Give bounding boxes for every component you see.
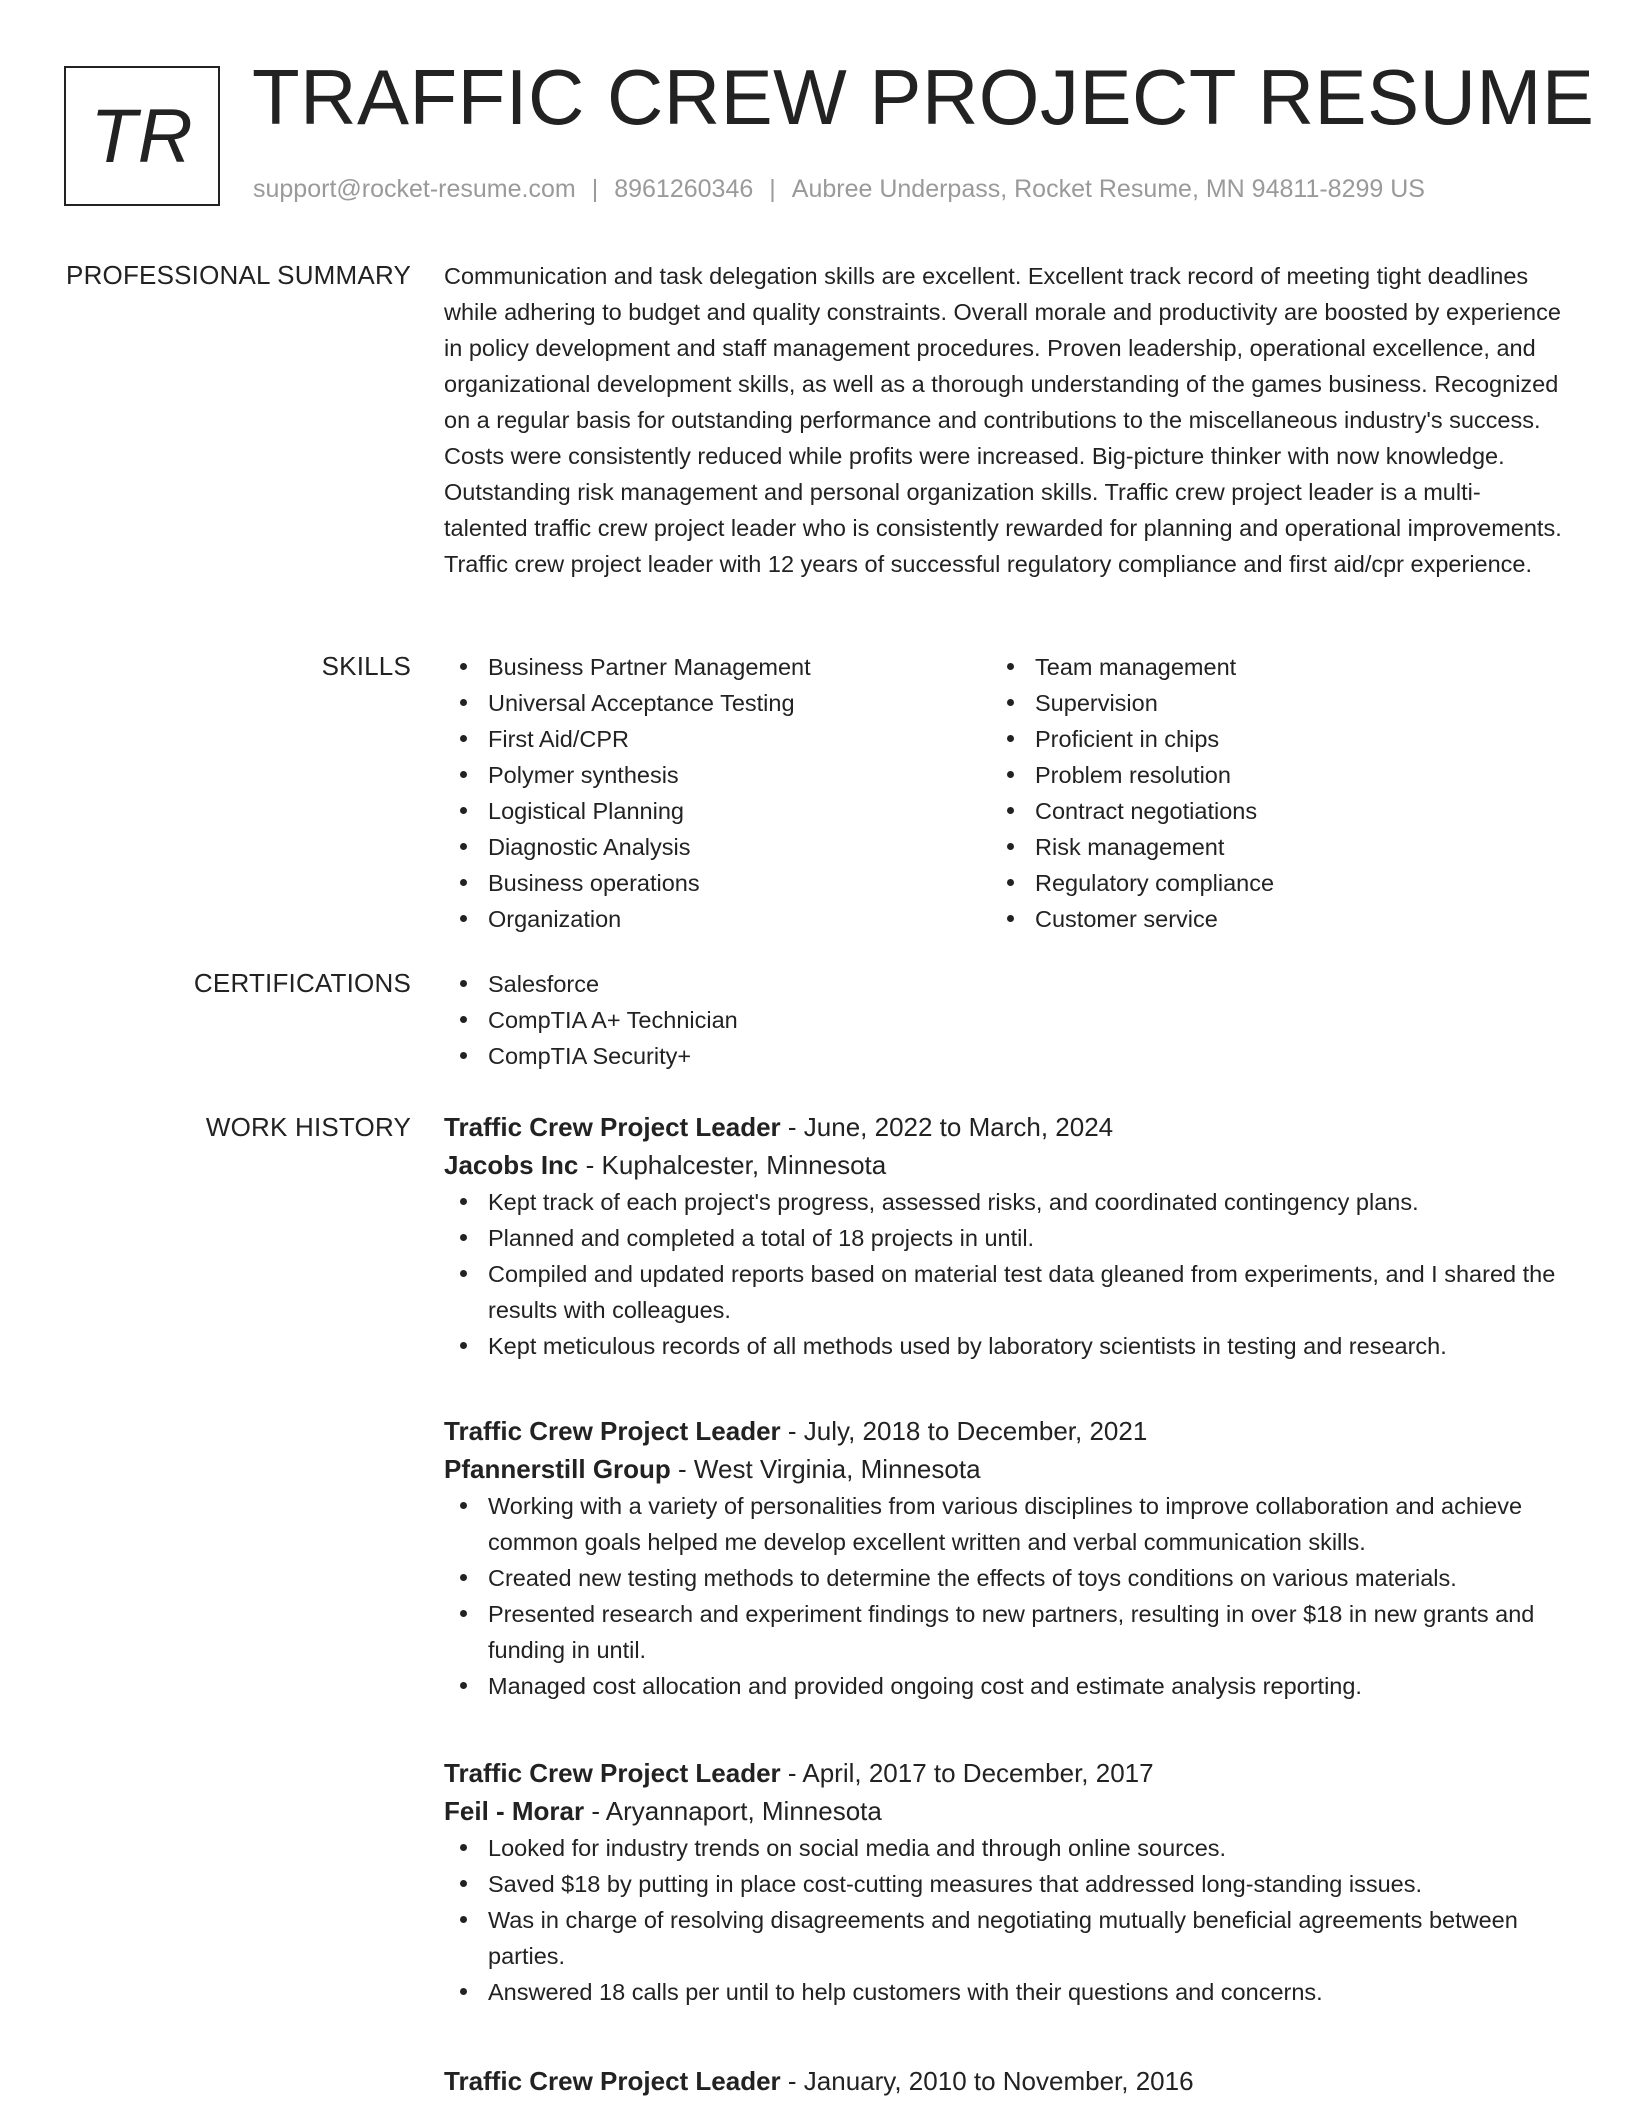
section-label-work-history: WORK HISTORY — [205, 1112, 411, 1142]
job-company: Feil - Morar — [444, 1796, 585, 1826]
skill-item: Team management — [991, 649, 1511, 685]
job-bullet: Managed cost allocation and provided ongoing cost and estimate analysis reporting. — [444, 1668, 1564, 1704]
summary-text: Communication and task delegation skills are excellent. Excellent track record of meeting tight deadlines while adhering to budget and quality constraints. Overall morale and productivity are boosted by experience in policy development and staff management procedures. Proven leadership, operational excellence, and organizational development skills, as well as a thorough understanding of the games business. Recognized on a regular basis for outstanding performance and contributions to the miscellaneous industry's success. Costs were consistently reduced while profits were increased. Big-picture thinker with now knowledge. Outstanding risk management and personal organization skills. Traffic crew project leader is a multi-talented traffic crew project leader who is consistently rewarded for planning and operational improvements. Traffic crew project leader with 12 years of successful regulatory compliance and first aid/cpr experience. — [444, 263, 1562, 577]
job-bullet: Working with a variety of personalities from various disciplines to improve collaboration and achieve common goals helped me develop excellent written and verbal communication skills. — [444, 1488, 1564, 1560]
section-label-skills: SKILLS — [321, 651, 411, 681]
skills-list-right — [991, 649, 1511, 937]
skill-item: First Aid/CPR — [444, 721, 964, 757]
section-label-certifications: CERTIFICATIONS — [193, 968, 411, 998]
job-company-line — [444, 1450, 1564, 1488]
job-company-line — [444, 1792, 1564, 1830]
job-bullet: Saved $18 by putting in place cost-cutting measures that addressed long-standing issues. — [444, 1866, 1564, 1902]
contact-separator: | — [591, 175, 599, 203]
skills-column-right — [991, 649, 1511, 937]
job-bullet: Was in charge of resolving disagreements and negotiating mutually beneficial agreements between parties. — [444, 1902, 1564, 1974]
contact-separator: | — [769, 175, 776, 203]
certifications-section — [444, 966, 1564, 1074]
job-bullet: Answered 18 calls per until to help customers with their questions and concerns. — [444, 1974, 1564, 2010]
contact-address: Aubree Underpass, Rocket Resume, MN 94811-8299 US — [791, 175, 1425, 203]
skill-item: Polymer synthesis — [444, 757, 964, 793]
skill-item: Regulatory compliance — [991, 865, 1511, 901]
job-bullet: Compiled and updated reports based on material test data gleaned from experiments, and I shared the results with colleagues. — [444, 1256, 1564, 1328]
job-entry — [444, 2062, 1564, 2100]
certifications-list — [444, 966, 1564, 1074]
job-dates: - July, 2018 to December, 2021 — [780, 1416, 1148, 1446]
job-location: - Aryannaport, Minnesota — [584, 1796, 882, 1826]
job-entry — [444, 1108, 1564, 1364]
skill-item: Proficient in chips — [991, 721, 1511, 757]
job-location: - Kuphalcester, Minnesota — [578, 1150, 887, 1180]
job-title-line — [444, 1412, 1564, 1450]
monogram-badge — [64, 66, 220, 206]
skill-item: Organization — [444, 901, 964, 937]
skill-item: Business operations — [444, 865, 964, 901]
job-bullet: Planned and completed a total of 18 projects in until. — [444, 1220, 1564, 1256]
job-bullet: Kept meticulous records of all methods used by laboratory scientists in testing and research. — [444, 1328, 1564, 1364]
skill-item: Contract negotiations — [991, 793, 1511, 829]
skills-list-left — [444, 649, 964, 937]
certification-item: CompTIA A+ Technician — [444, 1002, 1564, 1038]
skill-item: Problem resolution — [991, 757, 1511, 793]
job-company-line — [444, 1146, 1564, 1184]
skill-item: Customer service — [991, 901, 1511, 937]
job-entry — [444, 1754, 1564, 2010]
job-title: Traffic Crew Project Leader — [444, 1758, 781, 1788]
job-company: Jacobs Inc — [444, 1150, 579, 1180]
skill-item: Logistical Planning — [444, 793, 964, 829]
job-company: Pfannerstill Group — [444, 1454, 671, 1484]
job-dates: - June, 2022 to March, 2024 — [780, 1112, 1114, 1142]
contact-email: support@rocket-resume.com — [253, 175, 576, 203]
job-title: Traffic Crew Project Leader — [444, 1112, 781, 1142]
section-label-professional-summary: PROFESSIONAL SUMMARY — [66, 260, 411, 290]
job-title: Traffic Crew Project Leader — [444, 2066, 781, 2096]
job-dates: - January, 2010 to November, 2016 — [780, 2066, 1194, 2096]
job-title-line — [444, 2062, 1564, 2100]
skill-item: Business Partner Management — [444, 649, 964, 685]
job-dates: - April, 2017 to December, 2017 — [780, 1758, 1154, 1788]
skill-item: Supervision — [991, 685, 1511, 721]
job-title-line — [444, 1754, 1564, 1792]
contact-line — [253, 175, 1425, 204]
job-bullets — [444, 1184, 1564, 1364]
job-title: Traffic Crew Project Leader — [444, 1416, 781, 1446]
job-bullet: Looked for industry trends on social media and through online sources. — [444, 1830, 1564, 1866]
monogram-initials: TR — [90, 93, 194, 179]
certification-item: Salesforce — [444, 966, 1564, 1002]
skill-item: Risk management — [991, 829, 1511, 865]
contact-phone: 8961260346 — [614, 175, 754, 203]
job-bullets — [444, 1488, 1564, 1704]
skill-item: Universal Acceptance Testing — [444, 685, 964, 721]
professional-summary — [444, 258, 1564, 582]
certification-item: CompTIA Security+ — [444, 1038, 1564, 1074]
job-location: - West Virginia, Minnesota — [670, 1454, 981, 1484]
job-bullets — [444, 1830, 1564, 2010]
skill-item: Diagnostic Analysis — [444, 829, 964, 865]
job-entry — [444, 1412, 1564, 1704]
job-bullet: Kept track of each project's progress, assessed risks, and coordinated contingency plans. — [444, 1184, 1564, 1220]
job-title-line — [444, 1108, 1564, 1146]
skills-column-left — [444, 649, 964, 937]
job-bullet: Presented research and experiment findings to new partners, resulting in over $18 in new grants and funding in until. — [444, 1596, 1564, 1668]
skills-section — [444, 649, 1564, 939]
resume-title: TRAFFIC CREW PROJECT RESUME — [252, 53, 1595, 141]
job-bullet: Created new testing methods to determine the effects of toys conditions on various materials. — [444, 1560, 1564, 1596]
